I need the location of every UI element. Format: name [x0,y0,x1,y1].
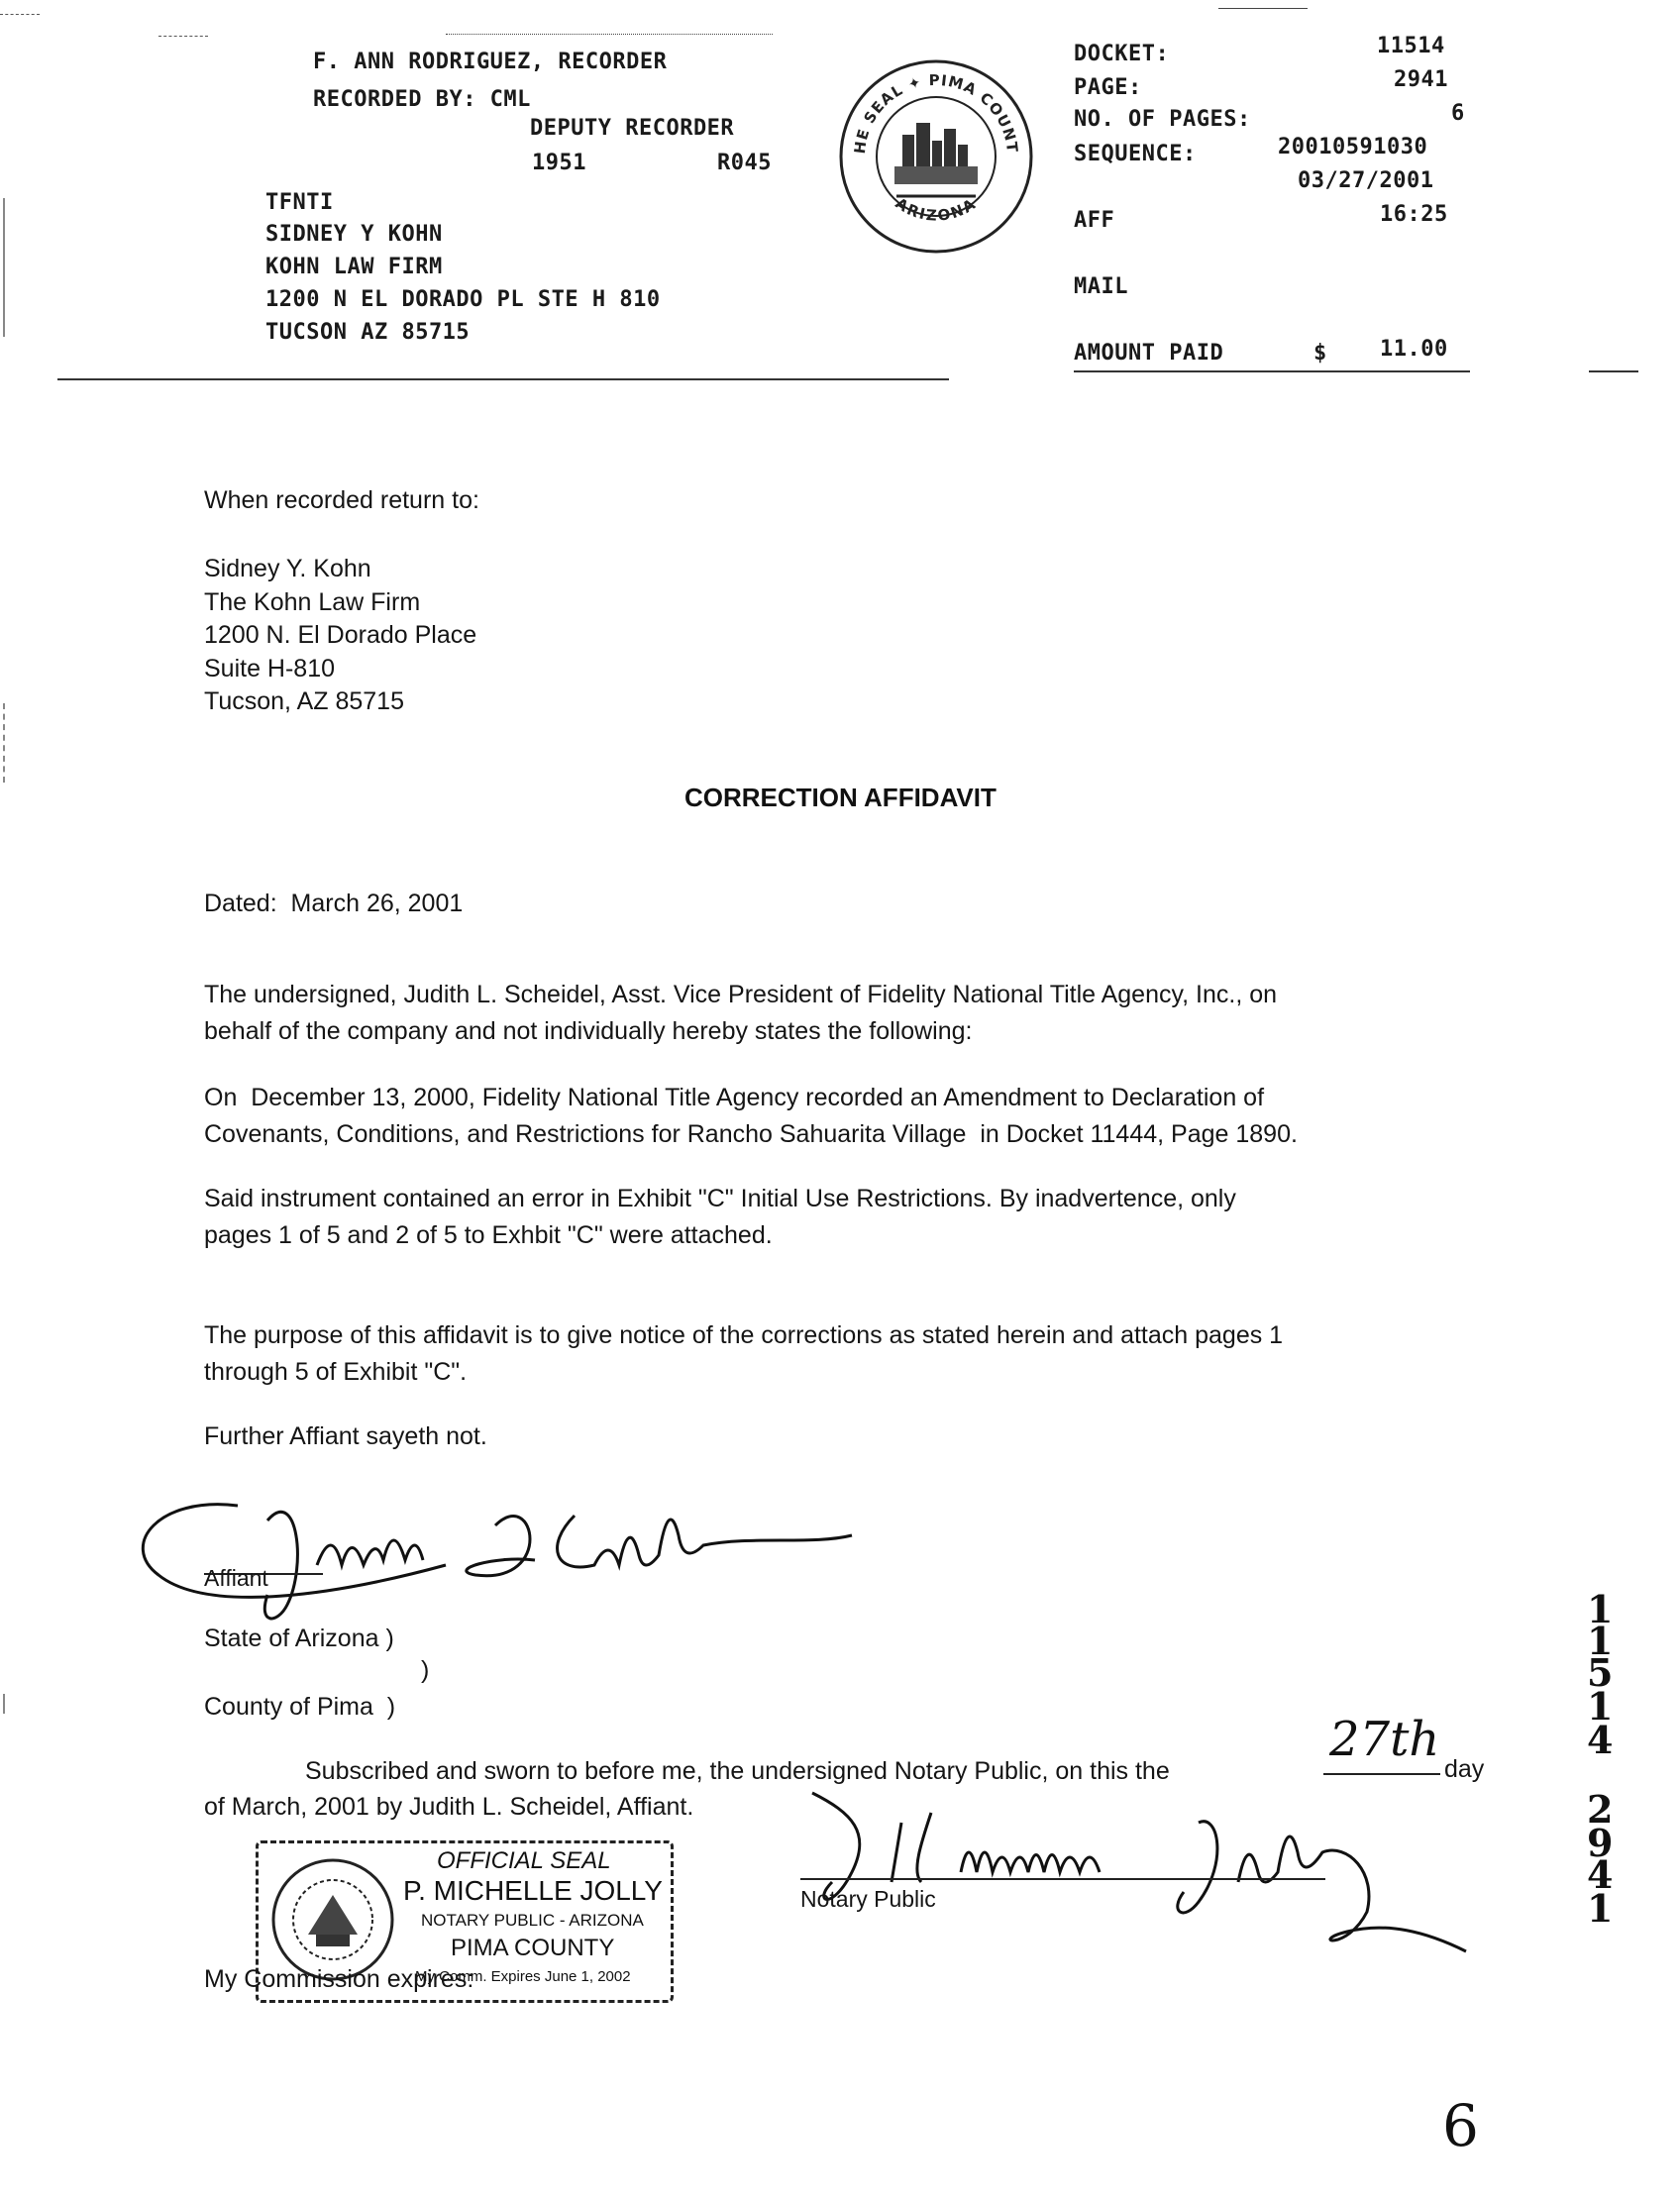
addressee-line-4: TUCSON AZ 85715 [265,320,471,345]
margin-digit: 1 [1587,1619,1614,1663]
venue-paren: ) [421,1656,430,1684]
margin-digit: 5 [1587,1650,1614,1695]
header-rule [57,378,949,380]
mail-label: MAIL [1074,274,1128,299]
header-rule-right [1074,370,1470,372]
subscribed-line-2: of March, 2001 by Judith L. Scheidel, Affiant. [204,1793,694,1821]
day-blank-line [1323,1773,1440,1775]
scan-artifact [158,36,208,37]
docket-value: 11514 [1377,34,1445,58]
seal-line-3: NOTARY PUBLIC - ARIZONA [421,1911,644,1930]
pages-label: NO. OF PAGES: [1074,107,1251,132]
recorder-code-2: R045 [717,151,772,175]
closing-line: Further Affiant sayeth not. [204,1422,487,1450]
margin-digit: 1 [1587,1587,1614,1631]
margin-digit: 1 [1587,1886,1614,1931]
sequence-value: 20010591030 [1278,135,1428,159]
margin-digit: 9 [1587,1821,1614,1865]
paragraph-2-line-1: On December 13, 2000, Fidelity National Title Agency recorded an Amendment to Declaration of [204,1084,1265,1111]
margin-digit: 4 [1587,1718,1614,1762]
recorder-code-1: 1951 [532,151,586,175]
dated-line: Dated: March 26, 2001 [204,890,464,917]
seal-bottom-text: ARIZONA [892,194,981,225]
tfnti-code: TFNTI [265,190,334,215]
margin-digit: 4 [1587,1852,1614,1897]
margin-digit: 2 [1587,1787,1614,1832]
handwritten-day: 27th [1329,1712,1440,1767]
paragraph-3-line-1: Said instrument contained an error in Exhibit "C" Initial Use Restrictions. By inadvertence, only [204,1185,1236,1212]
scan-artifact [1218,8,1308,9]
scan-margin-mark [3,703,7,783]
margin-digit: 1 [1587,1684,1614,1729]
paragraph-4 [204,1317,1283,1391]
county-seal [831,44,1035,256]
paragraph-4-line-2: through 5 of Exhibit "C". [204,1358,468,1386]
svg-text:ARIZONA [892,194,981,225]
record-date: 03/27/2001 [1298,168,1434,193]
paragraph-1-line-2: behalf of the company and not individually hereby states the following: [204,1017,973,1045]
affiant-signature [119,1466,872,1634]
return-line-4: Suite H-810 [204,655,336,682]
paragraph-3 [204,1181,1236,1254]
seal-line-1: OFFICIAL SEAL [437,1847,611,1874]
addressee-line-3: 1200 N EL DORADO PL STE H 810 [265,287,661,312]
seal-line-2: P. MICHELLE JOLLY [403,1875,663,1906]
affiant-label: Affiant [204,1565,268,1591]
scan-margin-mark [3,1694,5,1714]
seal-top-text: THE SEAL ✦ PIMA COUNTY [831,44,1022,156]
addressee-line-1: SIDNEY Y KOHN [265,222,443,247]
record-time: 16:25 [1380,202,1448,227]
return-line-3: 1200 N. El Dorado Place [204,621,477,649]
paragraph-1 [204,977,1277,1050]
amount-value: 11.00 [1380,337,1448,362]
paragraph-2-line-2: Covenants, Conditions, and Restrictions for Rancho Sahuarita Village in Docket 11444, Page 1890. [204,1120,1298,1148]
seal-line-5: My Comm. Expires June 1, 2002 [415,1968,631,1985]
page-value: 2941 [1394,67,1448,92]
docket-label: DOCKET: [1074,42,1170,66]
notary-public-label: Notary Public [800,1886,936,1912]
notary-signature-line [800,1878,1325,1880]
deputy-recorder: DEPUTY RECORDER [530,116,735,141]
return-line-2: The Kohn Law Firm [204,588,421,616]
document-title: CORRECTION AFFIDAVIT [684,783,997,812]
header-rule-end [1589,370,1638,372]
handwritten-page-number: 6 [1442,2092,1479,2159]
paragraph-4-line-1: The purpose of this affidavit is to give notice of the corrections as stated herein and attach pages 1 [204,1321,1284,1349]
paragraph-2 [204,1080,1298,1153]
seal-emblem-icon [894,123,978,196]
paragraph-1-line-1: The undersigned, Judith L. Scheidel, Asst. Vice President of Fidelity National Title Agency, Inc., on [204,981,1278,1008]
recorded-by: RECORDED BY: CML [313,87,531,112]
sequence-label: SEQUENCE: [1074,142,1197,166]
pages-value: 6 [1451,101,1465,126]
subscribed-day-word: day [1444,1755,1485,1783]
page-label: PAGE: [1074,75,1142,100]
return-line-1: Sidney Y. Kohn [204,555,371,582]
state-line: State of Arizona ) [204,1625,394,1652]
scan-margin-mark [3,198,5,337]
return-to-heading: When recorded return to: [204,486,479,514]
commission-label: My Commission expires: [204,1965,474,1993]
subscribed-text: Subscribed and sworn to before me, the undersigned Notary Public, on this the [305,1757,1170,1785]
return-line-5: Tucson, AZ 85715 [204,687,404,715]
notary-signature [792,1783,1486,1961]
amount-label: AMOUNT PAID [1074,341,1224,366]
amount-currency: $ [1313,341,1327,366]
scan-artifact [446,34,773,35]
county-line: County of Pima ) [204,1693,396,1721]
scan-artifact [0,14,40,15]
addressee-line-2: KOHN LAW FIRM [265,255,443,279]
seal-line-4: PIMA COUNTY [451,1935,615,1961]
aff-label: AFF [1074,208,1115,233]
recorder-name: F. ANN RODRIGUEZ, RECORDER [313,50,668,74]
paragraph-3-line-2: pages 1 of 5 and 2 of 5 to Exhbit "C" were attached. [204,1221,773,1249]
